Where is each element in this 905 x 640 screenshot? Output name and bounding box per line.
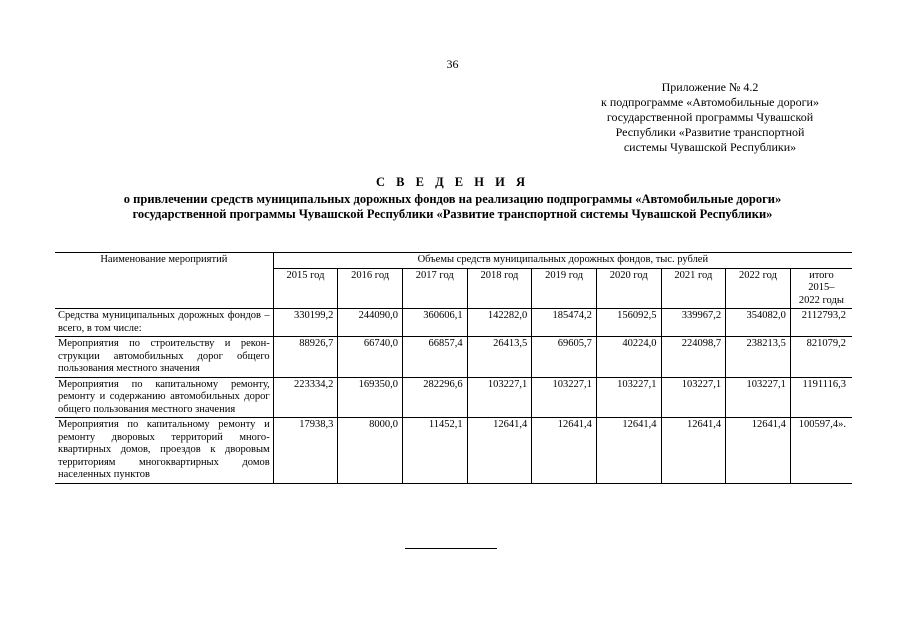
row-name: Средства муниципальных дорожных фондов – всего, в том числе: <box>55 309 273 337</box>
table-row <box>55 377 852 418</box>
row-value: 69605,7 <box>532 337 597 378</box>
row-value: 12641,4 <box>661 418 726 484</box>
row-value: 103227,1 <box>726 377 791 418</box>
row-value: 185474,2 <box>532 309 597 337</box>
row-value: 142282,0 <box>467 309 532 337</box>
row-value: 360606,1 <box>402 309 467 337</box>
year-header: 2016 год <box>338 268 403 309</box>
row-value: 103227,1 <box>532 377 597 418</box>
row-value: 238213,5 <box>726 337 791 378</box>
row-name: Мероприятия по капитальному ремонту, ремонту и содержанию автомобильных дорог общего пользования местного значения <box>55 377 273 418</box>
row-value: 12641,4 <box>467 418 532 484</box>
table-row <box>55 309 852 337</box>
year-header: 2019 год <box>532 268 597 309</box>
heading-title: С В Е Д Е Н И Я <box>376 175 529 189</box>
column-header-name: Наименование мероприятий <box>55 253 273 309</box>
appendix-line: государственной программы Чувашской <box>606 110 814 124</box>
row-value: 282296,6 <box>402 377 467 418</box>
row-value: 224098,7 <box>661 337 726 378</box>
row-value: 66740,0 <box>338 337 403 378</box>
year-header: 2018 год <box>467 268 532 309</box>
row-total: 821079,2 <box>790 337 852 378</box>
row-value: 354082,0 <box>726 309 791 337</box>
row-name: Мероприятия по строительству и реконструкции автомобильных дорог общего пользования местного значения <box>55 337 273 378</box>
appendix-note <box>567 80 853 155</box>
row-value: 339967,2 <box>661 309 726 337</box>
row-value: 40224,0 <box>596 337 661 378</box>
total-header-line: итого <box>809 269 834 281</box>
row-value: 156092,5 <box>596 309 661 337</box>
total-header <box>790 268 852 309</box>
table-row <box>55 418 852 484</box>
heading-line-1: о привлечении средств муниципальных дорожных фондов на реализацию подпрограммы «Автомобильные дороги» <box>123 192 782 206</box>
appendix-line: Приложение № 4.2 <box>661 80 759 94</box>
table-header-row <box>55 253 852 269</box>
table-row <box>55 337 852 378</box>
year-header: 2015 год <box>273 268 338 309</box>
row-total: 2112793,2 <box>790 309 852 337</box>
row-value: 12641,4 <box>596 418 661 484</box>
total-header-line: 2015– <box>808 282 835 293</box>
row-value: 103227,1 <box>661 377 726 418</box>
page-number: 36 <box>446 57 459 71</box>
row-value: 26413,5 <box>467 337 532 378</box>
footer-separator <box>405 548 497 549</box>
document-heading <box>0 175 905 222</box>
row-value: 330199,2 <box>273 309 338 337</box>
row-value: 103227,1 <box>467 377 532 418</box>
year-header: 2022 год <box>726 268 791 309</box>
row-value: 244090,0 <box>338 309 403 337</box>
appendix-line: к подпрограмме «Автомобильные дороги» <box>601 95 819 109</box>
row-value: 17938,3 <box>273 418 338 484</box>
row-value: 12641,4 <box>532 418 597 484</box>
year-header: 2021 год <box>661 268 726 309</box>
heading-line-2: государственной программы Чувашской Республики «Развитие транспортной системы Чувашской Республики» <box>132 207 773 221</box>
row-value: 88926,7 <box>273 337 338 378</box>
row-total: 100597,4». <box>790 418 852 484</box>
row-value: 66857,4 <box>402 337 467 378</box>
row-total: 1191116,3 <box>790 377 852 418</box>
year-header: 2017 год <box>402 268 467 309</box>
row-value: 169350,0 <box>338 377 403 418</box>
column-group-header: Объемы средств муниципальных дорожных фондов, тыс. рублей <box>273 253 852 269</box>
row-value: 11452,1 <box>402 418 467 484</box>
row-value: 103227,1 <box>596 377 661 418</box>
year-header: 2020 год <box>596 268 661 309</box>
row-value: 223334,2 <box>273 377 338 418</box>
appendix-line: Республики «Развитие транспортной <box>615 125 805 139</box>
row-value: 12641,4 <box>726 418 791 484</box>
appendix-line: системы Чувашской Республики» <box>623 140 797 154</box>
funds-table <box>55 252 852 484</box>
row-value: 8000,0 <box>338 418 403 484</box>
total-header-line: 2022 годы <box>798 294 844 306</box>
row-name: Мероприятия по капитальному ремонту и ремонту дворовых территорий многоквартирных домов, проездов к дворовым территориям многоквартирных домов населенных пунктов <box>55 418 273 484</box>
